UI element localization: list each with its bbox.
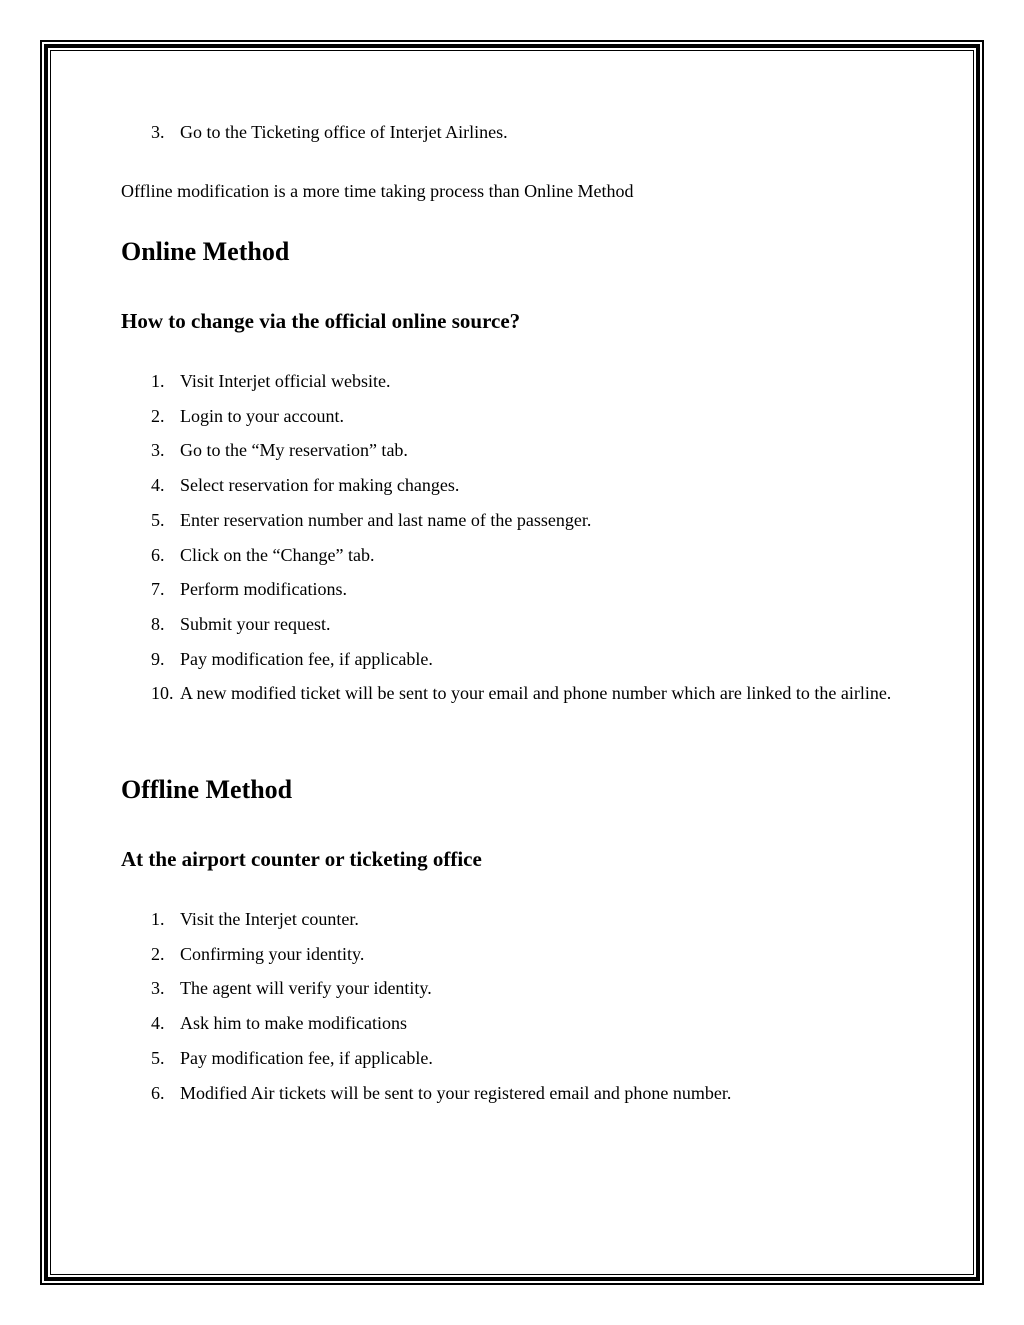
online-steps-list: [121, 364, 903, 711]
list-item-text: Go to the Ticketing office of Interjet Airlines.: [180, 122, 508, 142]
list-item-number: 5.: [151, 509, 165, 530]
list-item-number: 6.: [151, 544, 165, 565]
list-item: [121, 468, 903, 503]
list-item: [121, 937, 903, 972]
list-item-number: 2.: [151, 405, 165, 426]
online-method-heading: Online Method: [121, 237, 290, 266]
list-item-text: Pay modification fee, if applicable.: [180, 648, 433, 669]
list-item: [121, 902, 903, 937]
list-item-number: 9.: [151, 648, 165, 669]
list-item-text: Confirming your identity.: [180, 943, 365, 964]
list-item-number: 6.: [151, 1082, 165, 1103]
offline-method-subheading: At the airport counter or ticketing office: [121, 847, 482, 871]
list-item-text: Visit the Interjet counter.: [180, 909, 359, 929]
offline-note: Offline modification is a more time taking process than Online Method: [121, 181, 634, 201]
list-item-number: 7.: [151, 579, 165, 600]
list-item-text: Enter reservation number and last name of the passenger.: [180, 509, 592, 530]
list-item-text: Visit Interjet official website.: [180, 371, 391, 391]
list-item: [121, 676, 903, 711]
list-item: [121, 572, 903, 607]
list-item: [121, 364, 903, 399]
list-item-text: The agent will verify your identity.: [180, 978, 432, 999]
list-item: [121, 642, 903, 677]
list-item-number: 10.: [151, 683, 174, 704]
list-item: [121, 503, 903, 538]
list-item: [121, 115, 903, 150]
list-item-text: Select reservation for making changes.: [180, 475, 460, 496]
list-item-number: 3.: [151, 978, 165, 999]
list-item-text: Ask him to make modifications: [180, 1013, 407, 1034]
list-item-text: Click on the “Change” tab.: [180, 544, 375, 565]
list-item: [121, 607, 903, 642]
list-item-number: 4.: [151, 475, 165, 496]
list-item: [121, 1041, 903, 1076]
list-item: [121, 1076, 903, 1111]
list-item: [121, 971, 903, 1006]
offline-method-heading: Offline Method: [121, 775, 293, 804]
list-item: [121, 433, 903, 468]
list-item-text: Perform modifications.: [180, 579, 347, 600]
list-item: [121, 399, 903, 434]
continued-list: [121, 115, 903, 150]
list-item-text: Login to your account.: [180, 405, 344, 426]
list-item-text: Go to the “My reservation” tab.: [180, 440, 408, 461]
list-item-number: 3.: [151, 122, 165, 142]
list-item-number: 5.: [151, 1047, 165, 1068]
list-item-number: 1.: [151, 909, 165, 929]
list-item-text: A new modified ticket will be sent to your email and phone number which are linked to the airline.: [180, 683, 892, 704]
list-item-text: Pay modification fee, if applicable.: [180, 1047, 433, 1068]
offline-steps-list: [121, 902, 903, 1110]
list-item-text: Submit your request.: [180, 613, 331, 634]
list-item-number: 8.: [151, 613, 165, 634]
list-item-number: 4.: [151, 1013, 165, 1034]
list-item: [121, 1006, 903, 1041]
list-item: [121, 538, 903, 573]
list-item-text: Modified Air tickets will be sent to your registered email and phone number.: [180, 1082, 732, 1103]
list-item-number: 2.: [151, 943, 165, 964]
list-item-number: 3.: [151, 440, 165, 461]
online-method-subheading: How to change via the official online source?: [121, 309, 521, 333]
list-item-number: 1.: [151, 371, 165, 391]
